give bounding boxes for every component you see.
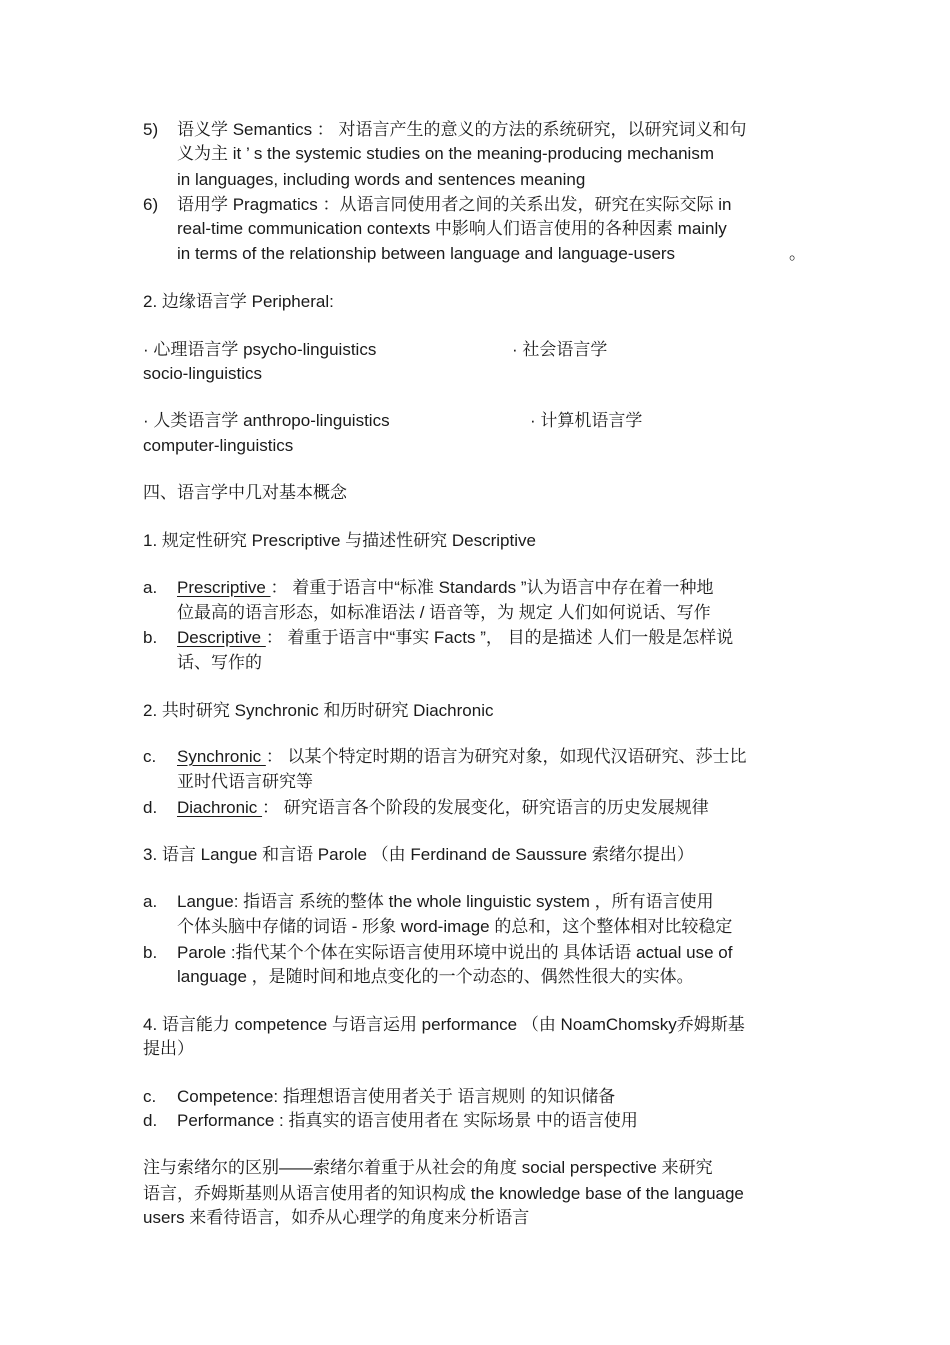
item-number: 6) — [143, 195, 159, 214]
item-label: b. — [143, 628, 158, 647]
prescriptive-term: Prescriptive — [177, 578, 271, 597]
synchronic-line-2: 亚时代语言研究等 — [177, 772, 313, 791]
section-four-heading: 四、语言学中几对基本概念 — [143, 483, 347, 502]
item-number: 5) — [143, 120, 159, 139]
socio-linguistics-item: · 社会语言学 — [512, 340, 608, 359]
pragmatics-line-3: in terms of the relationship between language and language-users — [177, 244, 676, 263]
competence-performance-heading-line-1: 4. 语言能力 competence 与语言运用 performance （由 NoamChomsky乔姆斯基 — [143, 1015, 745, 1034]
descriptive-definition: ： 着重于语言中“事实 Facts ”， 目的是描述 人们一般是怎样说 — [265, 628, 734, 647]
langue-line-1: Langue: 指语言 系统的整体 the whole linguistic system ，所有语言使用 — [177, 892, 714, 911]
semantics-line-1: 语义学 Semantics ： 对语言产生的意义的方法的系统研究，以研究词义和句 — [177, 120, 747, 139]
item-label: b. — [143, 943, 158, 962]
prescriptive-descriptive-heading: 1. 规定性研究 Prescriptive 与描述性研究 Descriptive — [143, 531, 536, 550]
parole-line-1: Parole :指代某个个体在实际语言使用环境中说出的 具体话语 actual use of — [177, 943, 733, 962]
item-label: c. — [143, 747, 157, 766]
semantics-line-2: 义为主 it ’ s the systemic studies on the meaning-producing mechanism — [177, 144, 714, 163]
item-label: a. — [143, 892, 158, 911]
pragmatics-line-2: real-time communication contexts 中影响人们语言使用的各种因素 mainly — [177, 219, 727, 238]
computer-linguistics-term: computer-linguistics — [143, 436, 294, 455]
performance-definition: Performance : 指真实的语言使用者在 实际场景 中的语言使用 — [177, 1111, 638, 1130]
synchronic-diachronic-heading: 2. 共时研究 Synchronic 和历时研究 Diachronic — [143, 701, 494, 720]
item-label: d. — [143, 798, 158, 817]
competence-definition: Competence: 指理想语言使用者关于 语言规则 的知识储备 — [177, 1087, 616, 1106]
prescriptive-line-1 — [177, 577, 714, 599]
parole-line-2: language ，是随时间和地点变化的一个动态的、偶然性很大的实体。 — [177, 967, 694, 986]
semantics-line-3: in languages, including words and sentences meaning — [177, 170, 586, 189]
diachronic-line-1 — [177, 797, 709, 819]
note-line-2: 语言，乔姆斯基则从语言使用者的知识构成 the knowledge base of the language — [143, 1184, 744, 1203]
psycho-linguistics-item: · 心理语言学 psycho-linguistics — [143, 340, 377, 359]
note-line-1: 注与索绪尔的区别——索绪尔着重于从社会的角度 social perspective 来研究 — [143, 1158, 713, 1177]
synchronic-line-1 — [177, 746, 747, 768]
prescriptive-line-2: 位最高的语言形态，如标准语法 / 语音等，为 规定 人们如何说话、写作 — [177, 603, 711, 622]
synchronic-term: Synchronic — [177, 747, 266, 766]
socio-linguistics-term: socio-linguistics — [143, 364, 263, 383]
note-line-3: users 来看待语言，如乔从心理学的角度来分析语言 — [143, 1208, 530, 1227]
langue-line-2: 个体头脑中存储的词语 - 形象 word-image 的总和，这个整体相对比较稳定 — [177, 917, 733, 936]
peripheral-heading: 2. 边缘语言学 Peripheral: — [143, 292, 334, 311]
descriptive-term: Descriptive — [177, 628, 266, 647]
computer-linguistics-item: · 计算机语言学 — [530, 411, 643, 430]
pragmatics-line-1: 语用学 Pragmatics ：从语言同使用者之间的关系出发，研究在实际交际 in — [177, 195, 732, 214]
synchronic-definition: ： 以某个特定时期的语言为研究对象，如现代汉语研究、莎士比 — [265, 747, 747, 766]
diachronic-term: Diachronic — [177, 798, 263, 817]
item-label: d. — [143, 1111, 158, 1130]
anthropo-linguistics-item: · 人类语言学 anthropo-linguistics — [143, 411, 390, 430]
langue-parole-heading: 3. 语言 Langue 和言语 Parole （由 Ferdinand de Saussure 索绪尔提出） — [143, 845, 694, 864]
item-label: c. — [143, 1087, 157, 1106]
prescriptive-definition: ： 着重于语言中“标准 Standards ”认为语言中存在着一种地 — [270, 578, 714, 597]
pragmatics-period: 。 — [789, 244, 806, 263]
competence-performance-heading-line-2: 提出） — [143, 1039, 194, 1058]
descriptive-line-1 — [177, 627, 733, 649]
diachronic-definition: ： 研究语言各个阶段的发展变化，研究语言的历史发展规律 — [262, 798, 709, 817]
item-label: a. — [143, 578, 158, 597]
descriptive-line-2: 话、写作的 — [177, 653, 262, 672]
